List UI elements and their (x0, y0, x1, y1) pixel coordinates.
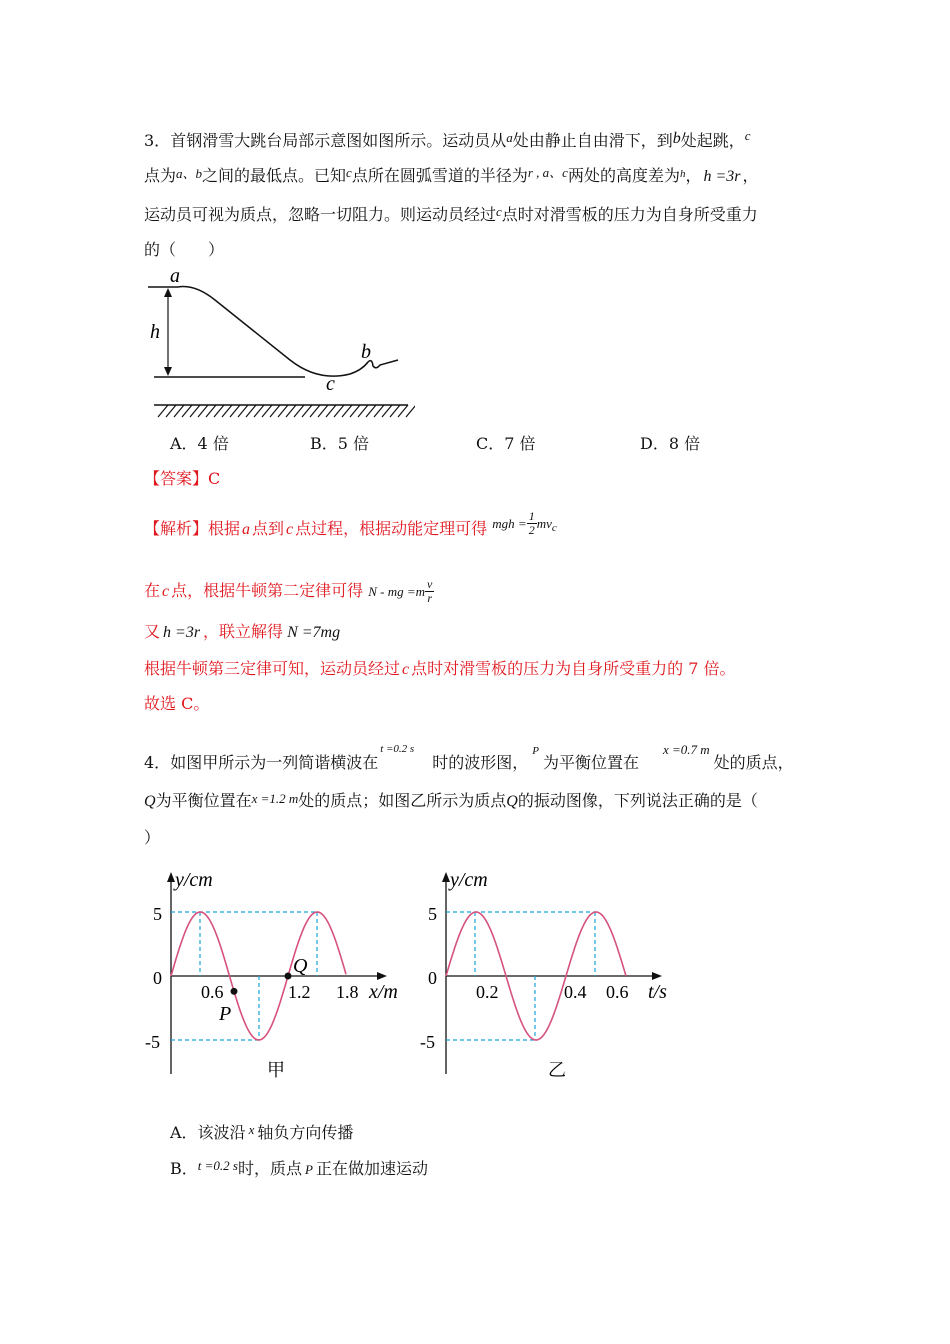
q4-option-a[interactable]: A．该波沿 $^x$ 轴负方向传播 (170, 1122, 354, 1142)
graph-b-ytick-0: 0 (428, 968, 437, 988)
x-axis-arrow (652, 972, 662, 980)
hatch-mark (286, 405, 296, 417)
label-a: a (170, 265, 180, 287)
q3-option-d[interactable]: D．8 倍 (640, 434, 701, 453)
point-q-dot (285, 973, 292, 980)
label-h: h (150, 321, 160, 343)
hatch-mark (326, 405, 336, 417)
y-axis-arrow (167, 872, 175, 882)
hatch-mark (334, 405, 344, 417)
q3-analysis-line2: 在 c 点，根据牛顿第二定律可得 N - mg =m $\frac{v}{r}$ (144, 577, 433, 606)
label-b: b (361, 341, 371, 363)
hatch-mark (270, 405, 280, 417)
hatch-mark (254, 405, 264, 417)
height-arrow-head-bottom (164, 367, 172, 376)
hatch-mark (174, 405, 184, 417)
hatch-mark (206, 405, 216, 417)
q3-analysis-line5: 故选 C。 (144, 694, 210, 713)
graph-a-xtick-12: 1.2 (288, 982, 311, 1002)
hatch-mark (166, 405, 176, 417)
q4-option-b[interactable]: B．$^{t =0.2 s}$时，质点 P 正在做加速运动 (170, 1158, 428, 1178)
graph-b-ytick-5: 5 (428, 904, 437, 924)
graph-a-xtick-18: 1.8 (336, 982, 359, 1002)
q3-option-a[interactable]: A．4 倍 (170, 434, 229, 453)
q3-analysis-line4: 根据牛顿第三定律可知，运动员经过 c 点时对滑雪板的压力为自身所受重力的 7 倍。 (144, 659, 736, 678)
hatch-mark (158, 405, 168, 417)
hatch-mark (302, 405, 312, 417)
graph-a-xlabel: x/m (369, 981, 398, 1003)
hatch-mark (366, 405, 376, 417)
q3-option-b[interactable]: B．5 倍 (310, 434, 370, 453)
hatch-mark (230, 405, 240, 417)
hatch-mark (358, 405, 368, 417)
q3-option-c[interactable]: C．7 倍 (476, 434, 536, 453)
q4-line2: Q为平衡位置在x =1.2 m处的质点；如图乙所示为质点Q的振动图像，下列说法正确的是（ (144, 791, 758, 810)
hatch-mark (342, 405, 352, 417)
x-axis-arrow (377, 972, 387, 980)
q3-line3: 运动员可视为质点，忽略一切阻力。则运动员经过$^c$点时对滑雪板的压力为自身所受重力 (144, 204, 758, 224)
hatch-mark (310, 405, 320, 417)
graph-a-ytick-neg5: -5 (145, 1032, 160, 1052)
graph-a-ytick-0: 0 (153, 968, 162, 988)
q3-answer: 【答案】C (144, 469, 221, 488)
hatch-mark (398, 405, 408, 417)
hatch-mark (318, 405, 328, 417)
hatch-mark (350, 405, 360, 417)
label-c: c (326, 373, 335, 395)
hatch-mark (238, 405, 248, 417)
hatch-mark (406, 405, 415, 417)
height-arrow-head-top (164, 288, 172, 297)
q3-analysis-line3: 又 h =3r ，联立解得 N =7mg (144, 622, 341, 641)
y-axis-arrow (442, 872, 450, 882)
hatch-mark (198, 405, 208, 417)
hatch-mark (262, 405, 272, 417)
eq-kinetic-energy: mgh = $\frac{1}{2}$ mvc (492, 509, 557, 538)
q3-analysis-line1: 【解析】根据 a 点到 c 点过程，根据动能定理可得 mgh = $\frac{1}{2}$ mvc (144, 509, 557, 539)
graph-b-caption: 乙 (548, 1060, 566, 1080)
hatch-mark (246, 405, 256, 417)
q3-line4: 的（ ） (144, 240, 225, 259)
graph-b-xtick-04: 0.4 (564, 982, 587, 1002)
hatch-mark (214, 405, 224, 417)
graph-b-xtick-02: 0.2 (476, 982, 499, 1002)
wave-graph-jia (145, 862, 415, 1087)
graph-b-xlabel: t/s (648, 981, 667, 1003)
point-p-label: P (219, 1003, 232, 1025)
ground-hatching (158, 405, 415, 417)
graph-b-ytick-neg5: -5 (420, 1032, 435, 1052)
q4-line1: 4．如图甲所示为一列简谐横波在$^{t =0.2 s}$时的波形图，$^P$为平衡位置在$^{x =0.7 m}$处的质点， (144, 742, 794, 772)
hatch-mark (294, 405, 304, 417)
graph-b-ylabel: y/cm (450, 869, 488, 891)
graph-a-caption: 甲 (267, 1060, 285, 1080)
hatch-mark (182, 405, 192, 417)
graph-a-xtick-06: 0.6 (201, 982, 224, 1002)
hatch-mark (278, 405, 288, 417)
q4-line3: ） (144, 828, 161, 847)
point-p-dot (231, 988, 238, 995)
eq-newton-second: N - mg =m $\frac{v}{r}$ (368, 577, 433, 606)
hatch-mark (190, 405, 200, 417)
hatch-mark (382, 405, 392, 417)
graph-b-xtick-06: 0.6 (606, 982, 629, 1002)
hatch-mark (222, 405, 232, 417)
vibration-graph-yi (420, 862, 680, 1087)
hatch-mark (374, 405, 384, 417)
graph-a-ylabel: y/cm (175, 869, 213, 891)
point-q-label: Q (293, 955, 308, 977)
hatch-mark (390, 405, 400, 417)
q3-line1: 3．首钢滑雪大跳台局部示意图如图所示。运动员从$^a$处由静止自由滑下，到b处起跳，$^c$ (144, 128, 751, 150)
q3-line2: 点为a、b之间的最低点。已知$^c$点所在圆弧雪道的半径为$^{r , a、c}$两处的高度差为$^h$， h =3r ， (144, 165, 759, 185)
ski-jump-figure (140, 262, 415, 422)
graph-a-ytick-5: 5 (153, 904, 162, 924)
